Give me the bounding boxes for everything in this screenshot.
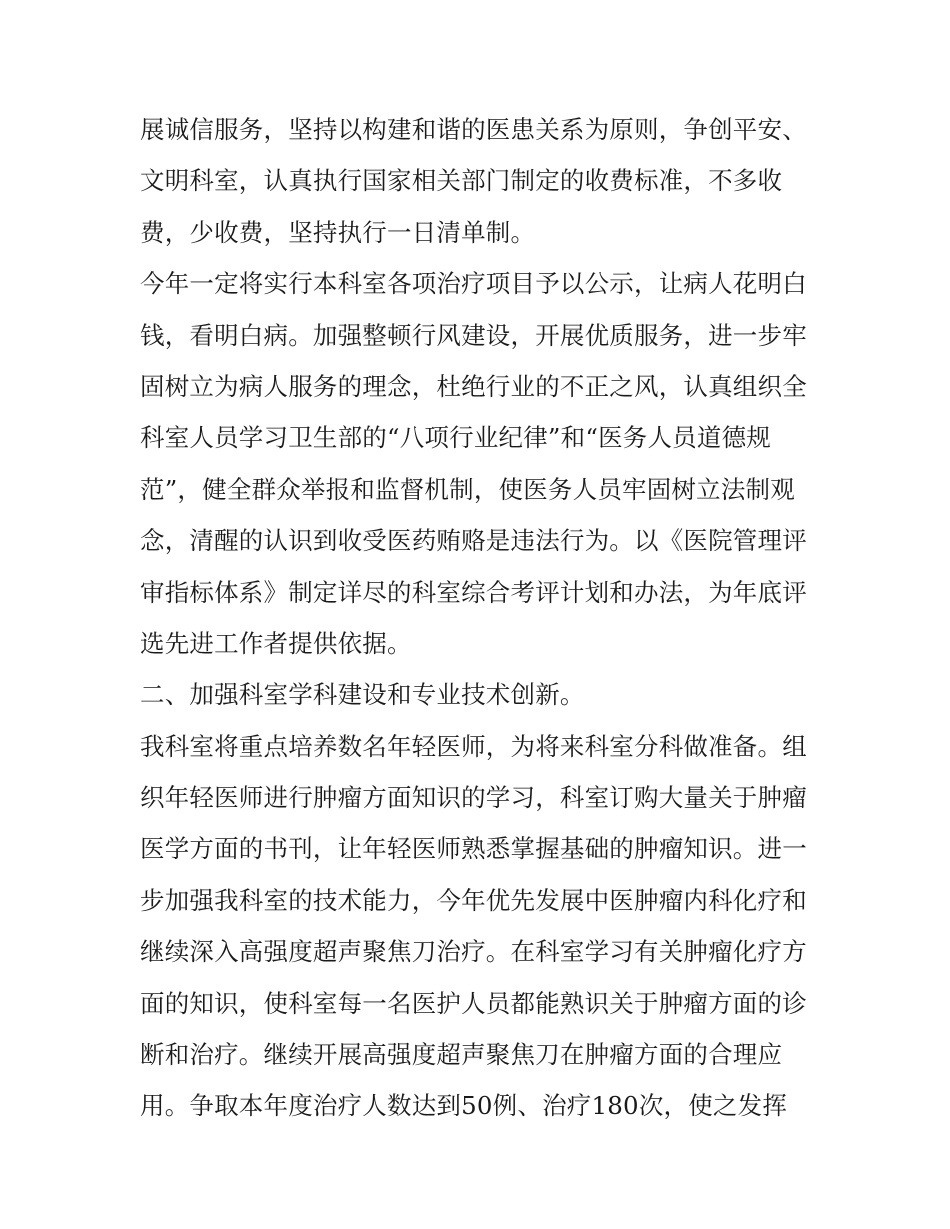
text-line: 今年一定将实行本科室各项治疗项目予以公示，让病人花明白 [140, 269, 807, 299]
section-heading: 二、加强科室学科建设和专业技术创新。 [140, 680, 585, 710]
text-line: 钱，看明白病。加强整顿行风建设，开展优质服务，进一步牢 [140, 320, 807, 350]
text-line: 步加强我科室的技术能力，今年优先发展中医肿瘤内科化疗和 [140, 885, 807, 915]
text-line: 选先进工作者提供依据。 [140, 628, 412, 658]
text-line: 展诚信服务，坚持以构建和谐的医患关系为原则，争创平安、 [140, 115, 807, 144]
text-line: 用。争取本年度治疗人数达到50例、治疗180次，使之发挥 [140, 1091, 788, 1121]
text-line: 科室人员学习卫生部的“八项行业纪律”和“医务人员道德规 [140, 423, 771, 453]
document-body [140, 104, 820, 1132]
text-line: 费，少收费，坚持执行一日清单制。 [140, 217, 536, 247]
text-line: 念，清醒的认识到收受医药贿赂是违法行为。以《医院管理评 [140, 526, 807, 556]
text-line: 审指标体系》制定详尽的科室综合考评计划和办法，为年底评 [140, 577, 807, 607]
text-line: 继续深入高强度超声聚焦刀治疗。在科室学习有关肿瘤化疗方 [140, 937, 807, 967]
text-line: 断和治疗。继续开展高强度超声聚焦刀在肿瘤方面的合理应 [140, 1040, 783, 1070]
text-line: 范”，健全群众举报和监督机制，使医务人员牢固树立法制观 [140, 474, 795, 504]
text-line: 文明科室，认真执行国家相关部门制定的收费标准，不多收 [140, 166, 783, 196]
text-line: 我科室将重点培养数名年轻医师，为将来科室分科做准备。组 [140, 731, 807, 761]
text-line: 面的知识，使科室每一名医护人员都能熟识关于肿瘤方面的诊 [140, 988, 807, 1018]
text-line: 固树立为病人服务的理念，杜绝行业的不正之风，认真组织全 [140, 371, 807, 401]
text-line: 医学方面的书刊，让年轻医师熟悉掌握基础的肿瘤知识。进一 [140, 834, 807, 864]
text-line: 织年轻医师进行肿瘤方面知识的学习，科室订购大量关于肿瘤 [140, 783, 807, 813]
